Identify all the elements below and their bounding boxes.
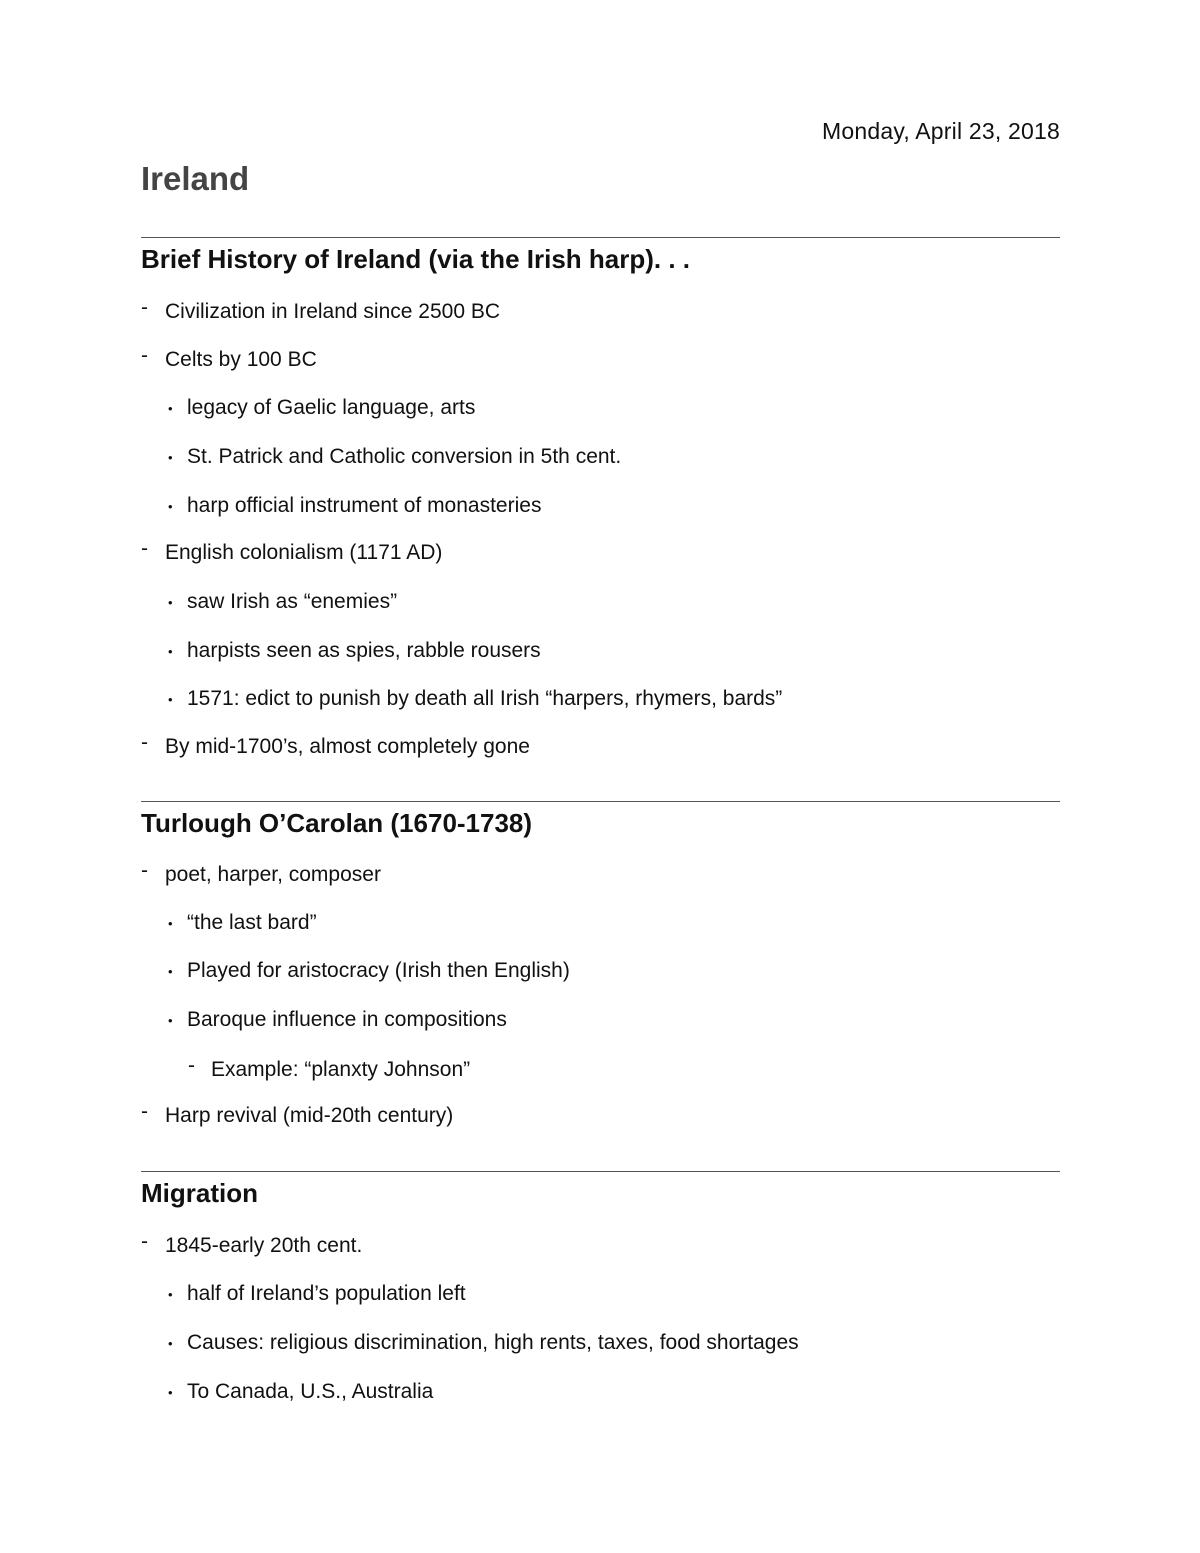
bullet-marker: •: [168, 499, 173, 514]
bullet-marker: •: [168, 1385, 173, 1400]
bullet-marker: •: [168, 450, 173, 465]
dash-marker: -: [141, 344, 148, 367]
list-item-text: To Canada, U.S., Australia: [187, 1380, 434, 1403]
document-title: Ireland: [141, 160, 250, 197]
document-date: Monday, April 23, 2018: [822, 118, 1060, 144]
dash-marker: -: [188, 1054, 195, 1077]
list-item-text: half of Ireland’s population left: [187, 1282, 466, 1305]
list-item-text: St. Patrick and Catholic conversion in 5th cent.: [187, 445, 622, 468]
section-divider: [141, 237, 1060, 238]
dash-marker: -: [141, 731, 148, 754]
dash-marker: -: [141, 859, 148, 882]
bullet-marker: •: [168, 1336, 173, 1351]
list-item-text: harpists seen as spies, rabble rousers: [187, 639, 541, 662]
list-item-text: Example: “planxty Johnson”: [211, 1058, 471, 1081]
list-item-text: “the last bard”: [187, 911, 317, 934]
section-heading: Migration: [141, 1178, 258, 1208]
list-item-text: Causes: religious discrimination, high rents, taxes, food shortages: [187, 1331, 799, 1354]
bullet-marker: •: [168, 1287, 173, 1302]
list-item-text: Baroque influence in compositions: [187, 1008, 507, 1031]
dash-marker: -: [141, 296, 148, 319]
dash-marker: -: [141, 537, 148, 560]
dash-marker: -: [141, 1230, 148, 1253]
list-item-text: Civilization in Ireland since 2500 BC: [165, 300, 501, 323]
list-item-text: harp official instrument of monasteries: [187, 494, 542, 517]
bullet-marker: •: [168, 595, 173, 610]
bullet-marker: •: [168, 1013, 173, 1028]
list-item-text: English colonialism (1171 AD): [165, 541, 443, 564]
list-item-text: Celts by 100 BC: [165, 348, 317, 371]
list-item-text: By mid-1700’s, almost completely gone: [165, 735, 530, 758]
section-migration: [141, 1171, 1060, 1403]
bullet-marker: •: [168, 964, 173, 979]
section-ocarolan: [141, 801, 1060, 1127]
section-divider: [141, 801, 1060, 802]
list-item-text: 1845-early 20th cent.: [165, 1234, 363, 1257]
list-item-text: legacy of Gaelic language, arts: [187, 396, 476, 419]
list-item-text: saw Irish as “enemies”: [187, 590, 398, 613]
bullet-marker: •: [168, 692, 173, 707]
list-item-text: Played for aristocracy (Irish then English): [187, 959, 570, 982]
section-divider: [141, 1171, 1060, 1172]
section-brief-history: [141, 237, 1060, 758]
bullet-marker: •: [168, 644, 173, 659]
list-item-text: poet, harper, composer: [165, 863, 381, 886]
bullet-marker: •: [168, 916, 173, 931]
list-item-text: Harp revival (mid-20th century): [165, 1104, 454, 1127]
bullet-marker: •: [168, 401, 173, 416]
dash-marker: -: [141, 1100, 148, 1123]
section-heading: Brief History of Ireland (via the Irish harp). . .: [141, 244, 690, 274]
section-heading: Turlough O’Carolan (1670-1738): [141, 808, 533, 838]
list-item-text: 1571: edict to punish by death all Irish “harpers, rhymers, bards”: [187, 687, 783, 710]
